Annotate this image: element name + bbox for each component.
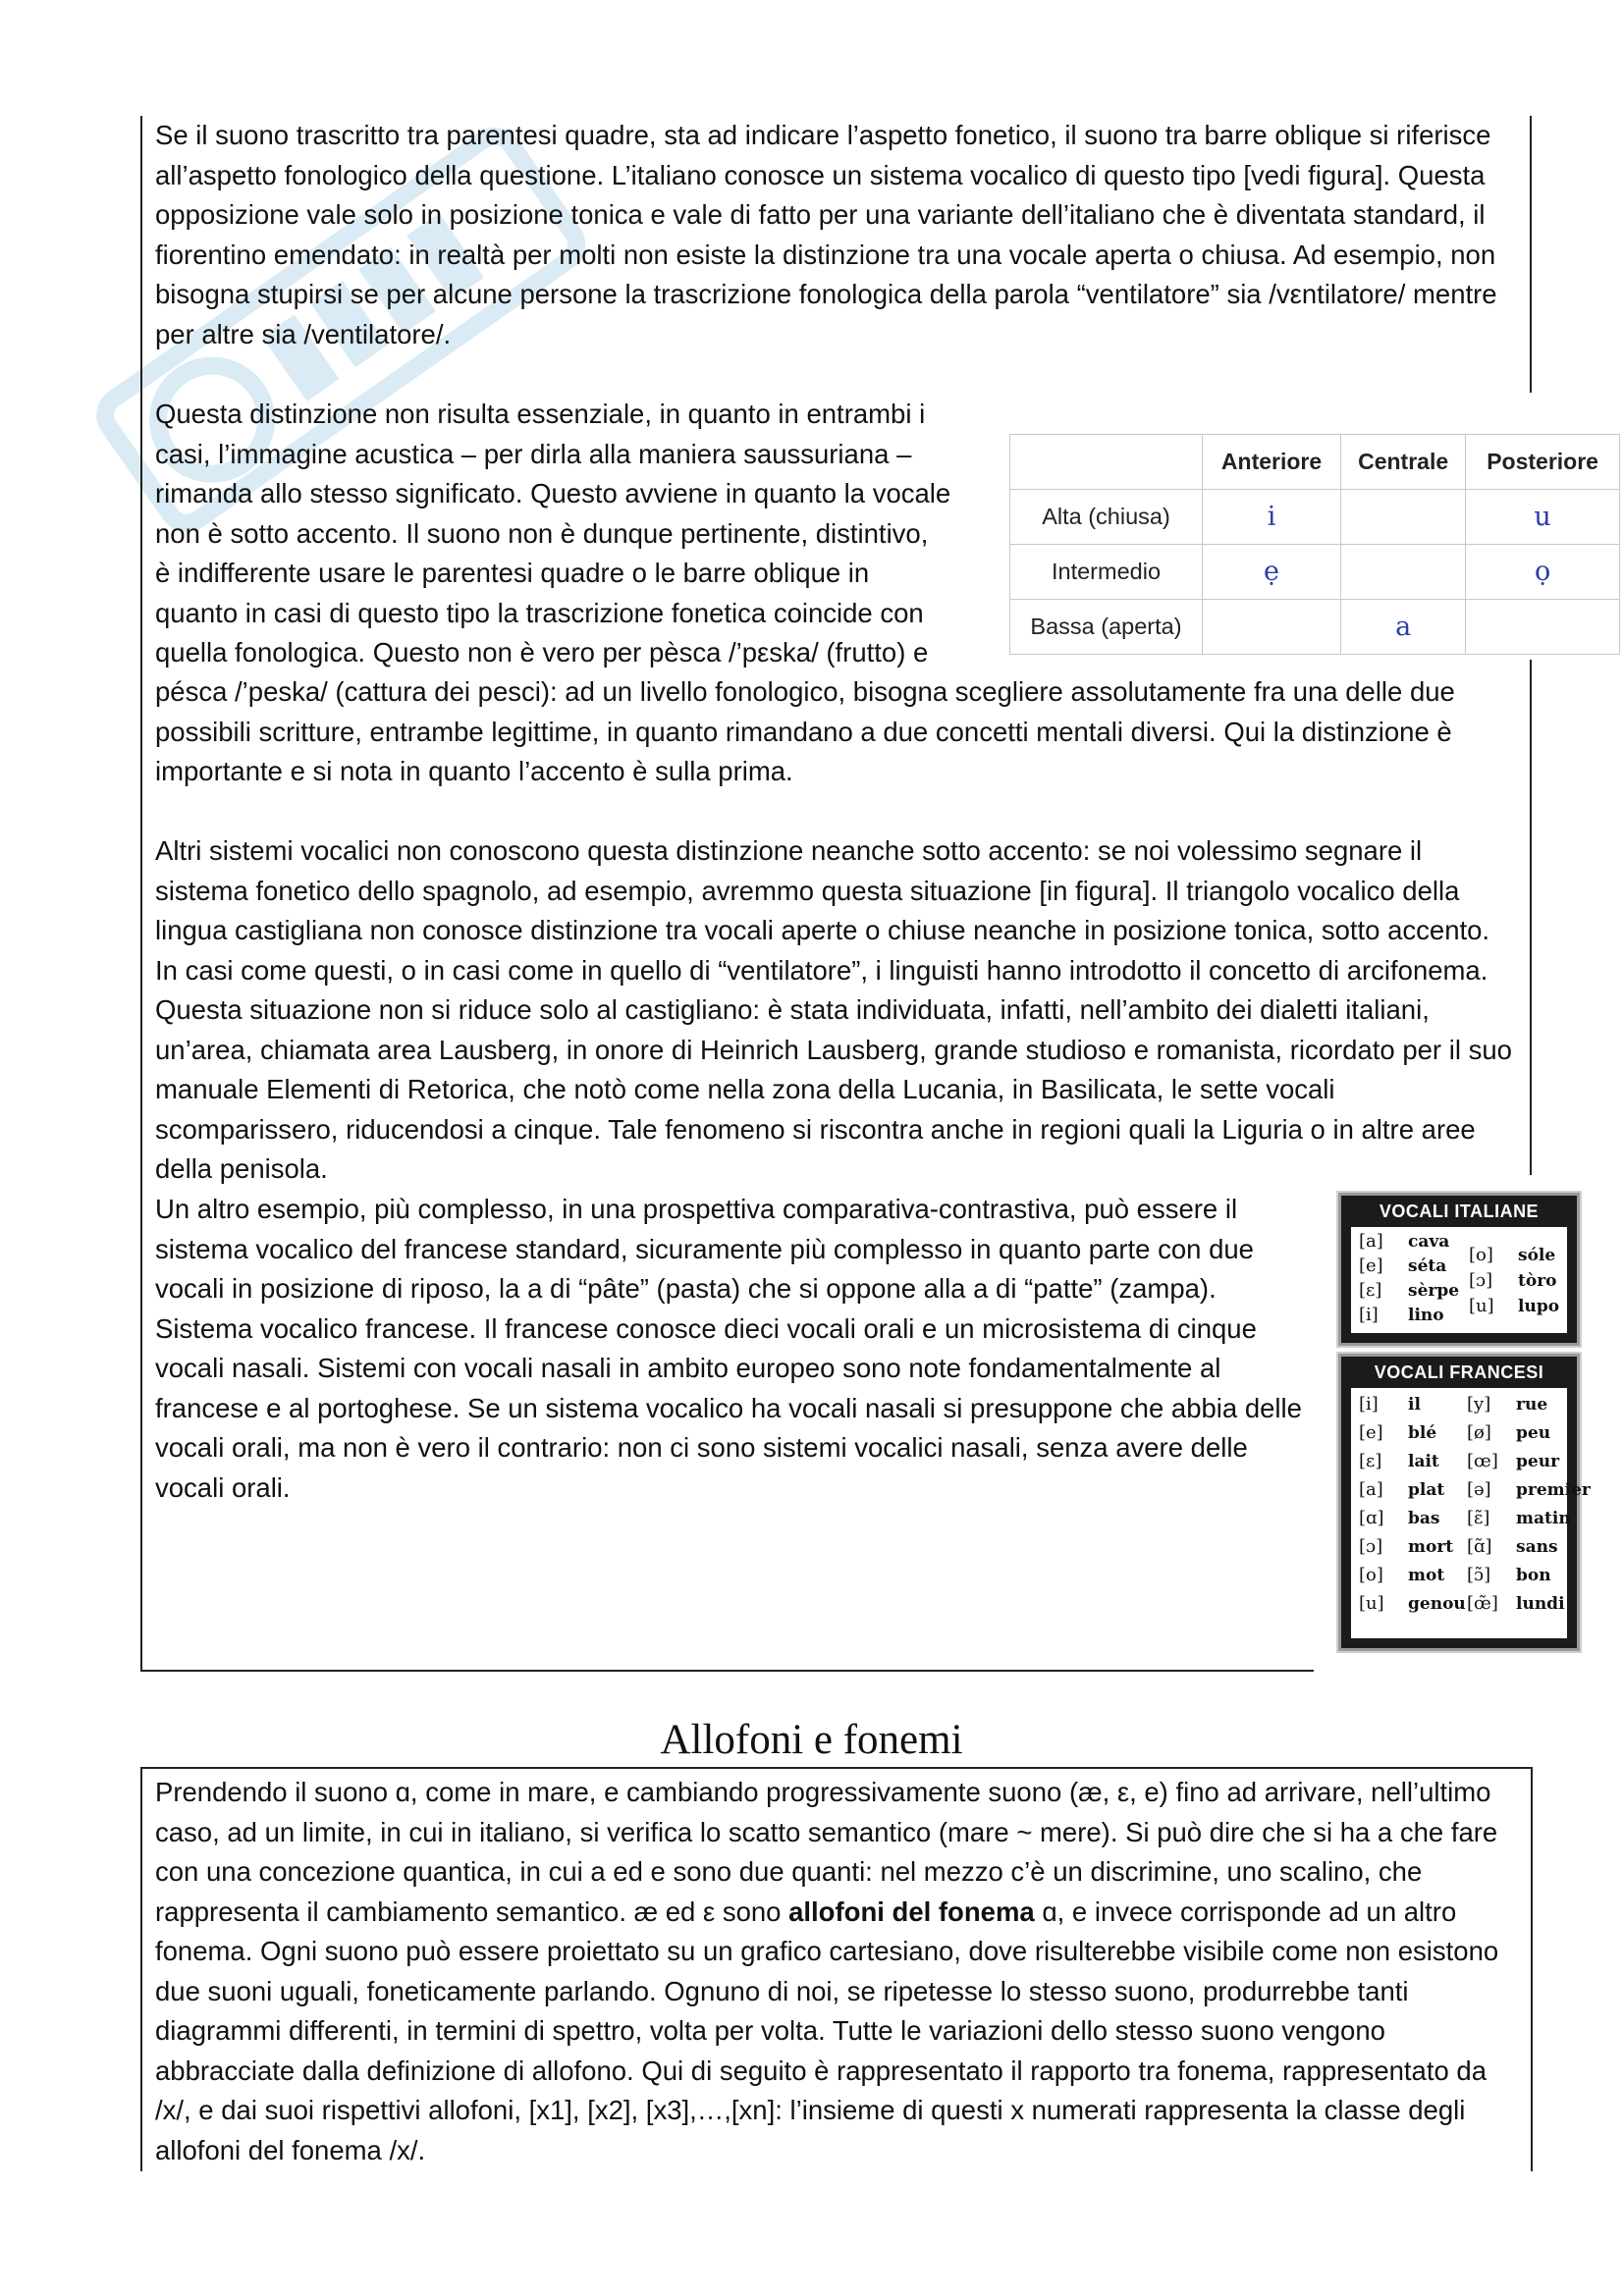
vowel-entry: [a] cava [1359, 1231, 1450, 1252]
table-header-row [1010, 435, 1620, 490]
frame-left-border [140, 116, 142, 1672]
paragraph-4-wrap [155, 1190, 1333, 1508]
text-line: Sistema vocalico francese. Il francese conosce dieci vocali orali e un microsistema di cinque [155, 1312, 1257, 1344]
text-line: quanto in casi di questo tipo la trascrizione fonetica coincide con [155, 597, 924, 628]
text-line: vocali orali, ma non è vero il contrario: non ci sono sistemi vocalici nasali, senza avere delle [155, 1432, 1248, 1463]
panel-title: VOCALI FRANCESI [1374, 1362, 1544, 1382]
cell-vowel: a [1341, 600, 1466, 655]
paragraph-2-wrap [155, 395, 1000, 673]
text-line: sistema vocalico del francese standard, sicuramente più complesso in quanto parte con due [155, 1233, 1254, 1264]
cell-vowel: ẹ [1203, 545, 1341, 600]
vowel-entry: [œ] peur [1467, 1451, 1560, 1471]
cell-vowel [1466, 600, 1620, 655]
panel-body [1351, 1388, 1591, 1638]
frame-right-border-top [1530, 116, 1532, 393]
table-row [1010, 545, 1620, 600]
cell-vowel: i [1203, 490, 1341, 545]
vowel-entry: [œ̃] lundi [1467, 1593, 1565, 1614]
vowel-entry: [a] plat [1359, 1479, 1445, 1500]
row-label: Alta (chiusa) [1010, 490, 1203, 545]
vowel-entry: [ε̃] matin [1467, 1508, 1571, 1528]
text-span: Prendendo il suono ɑ, come in mare, e cambiando progressivamente suono (æ, ε, e) fino ad arrivare, nell’ultimo caso, ad un limite, in cui in italiano, si verifica lo scatto semantico (mare ~ mere). Si può dire che si ha a che fare con una concezione quantica, in cui a ed e sono due quanti: nel mezzo c’è un discrimine, uno scalino, che rappresenta il cambiamento semantico. æ ed ε sono [155, 1777, 1498, 1927]
vowel-entry: [ɔ] tòro [1469, 1270, 1557, 1291]
vowel-entry: [ɔ] mort [1359, 1536, 1454, 1557]
table-header-empty [1010, 435, 1203, 490]
vowel-entry: [y] rue [1467, 1394, 1548, 1415]
text-line: francese e al portoghese. Se un sistema vocalico ha vocali nasali si presuppone che abbia delle [155, 1392, 1302, 1423]
vowel-entry: [e] blé [1359, 1422, 1437, 1443]
table-header-anteriore: Anteriore [1203, 435, 1341, 490]
vowel-entry: [ɔ̃] bon [1467, 1565, 1551, 1585]
vowel-entry: [i] lino [1359, 1305, 1444, 1325]
vowel-entry: [ɑ̃] sans [1467, 1536, 1558, 1557]
cell-vowel [1341, 545, 1466, 600]
table-header-centrale: Centrale [1341, 435, 1466, 490]
row-label: Intermedio [1010, 545, 1203, 600]
panel-body [1351, 1227, 1567, 1333]
french-vowels-panel [1338, 1354, 1591, 1651]
bold-term: allofoni del fonema [788, 1896, 1035, 1927]
vowel-entry: [u] lupo [1469, 1296, 1560, 1316]
vowel-entry: [i] il [1359, 1394, 1421, 1415]
text-line: Un altro esempio, più complesso, in una prospettiva comparativa-contrastiva, può essere il [155, 1194, 1238, 1224]
cell-vowel [1341, 490, 1466, 545]
frame-bottom-border [140, 1670, 1314, 1672]
row-label: Bassa (aperta) [1010, 600, 1203, 655]
panel-title: VOCALI ITALIANE [1379, 1201, 1540, 1221]
text-line: vocali nasali. Sistemi con vocali nasali in ambito europeo sono note fondamentalmente al [155, 1353, 1221, 1383]
text-span: ɑ, e invece corrisponde ad un altro fonema. Ogni suono può essere proiettato su un grafico cartesiano, dove risulterebbe visibile come non esistono due suoni uguali, foneticamente parlando. Ognuno di noi, se ripetesse lo stesso suono, produrrebbe tanti diagrammi differenti, in termini di spettro, volta per volta. Tutte le variazioni dello stesso suono vengono abbracciate dalla definizione di allofono. Qui di seguito è rappresentato il rapporto tra fonema, rappresentato da /x/, e dai suoi rispettivi allofoni, [x1], [x2], [x3],…,[xn]: l’insieme di questi x numerati rappresenta la classe degli allofoni del fonema /x/. [155, 1896, 1499, 2165]
paragraph-1: Se il suono trascritto tra parentesi quadre, sta ad indicare l’aspetto fonetico, il suono tra barre oblique si riferisce all’aspetto fonologico della questione. L’italiano conosce un sistema vocalico di questo tipo [vedi figura]. Questa opposizione vale solo in posizione tonica e vale di fatto per una variante dell’italiano che è diventata standard, il fiorentino emendato: in realtà per molti non esiste la distinzione tra una vocale aperta o chiusa. Ad esempio, non bisogna stupirsi se per alcune persone la trascrizione fonologica della parola “ventilatore” sia /vεntilatore/ mentre per altre sia /ventilatore/. [155, 120, 1497, 349]
vowel-entry: [ε] sèrpe [1359, 1280, 1460, 1301]
vowel-entry: [e] séta [1359, 1255, 1447, 1276]
section-heading: Allofoni e fonemi [660, 1717, 963, 1763]
vowel-entry: [ø] peu [1467, 1422, 1551, 1443]
text-line: casi, l’immagine acustica – per dirla alla maniera saussuriana – [155, 438, 912, 469]
cell-vowel: u [1466, 490, 1620, 545]
frame-right-border-mid [1530, 660, 1532, 1175]
paragraph-allofoni [155, 1773, 1520, 2170]
text-line: quella fonologica. Questo non è vero per pèsca /’pεska/ (frutto) e [155, 637, 929, 667]
vowel-entry: [ə] premier [1467, 1479, 1591, 1500]
paragraph-3: Altri sistemi vocalici non conoscono questa distinzione neanche sotto accento: se noi volessimo segnare il sistema fonetico dello spagnolo, ad esempio, avremmo questa situazione [in figura]. Il triangolo vocalico della lingua castigliana non conosce distinzione tra vocali aperte o chiuse neanche in posizione tonica, sotto accento. In casi come questi, o in casi come in quello di “ventilatore”, i linguisti hanno introdotto il concetto di arcifonema. Questa situazione non si riduce solo al castigliano: è stata individuata, infatti, nell’ambito dei dialetti italiani, un’area, chiamata area Lausberg, in onore di Heinrich Lausberg, grande studioso e romanista, ricordato per il suo manuale Elementi di Retorica, che notò come nella zona della Lucania, in Basilicata, le sette vocali scomparissero, riducendosi a cinque. Tale fenomeno si riscontra anche in regioni quali la Liguria o in altre aree della penisola. [155, 835, 1512, 1184]
text-line: vocali orali. [155, 1471, 291, 1503]
text-line: rimanda allo stesso significato. Questo avviene in quanto la vocale [155, 478, 951, 508]
vowel-entry: [o] sóle [1469, 1245, 1556, 1265]
vowel-table [1009, 434, 1620, 655]
vowel-entry: [ε] lait [1359, 1451, 1439, 1471]
table-row [1010, 490, 1620, 545]
table-row [1010, 600, 1620, 655]
text-line: vocali in posizione di riposo, la a di “pâte” (pasta) che si oppone alla a di “patte” (zampa). [155, 1273, 1217, 1304]
text-line: non è sotto accento. Il suono non è dunque pertinente, distintivo, [155, 517, 929, 549]
text-line: è indifferente usare le parentesi quadre o le barre oblique in [155, 558, 870, 588]
vowel-entry: [u] genou [1359, 1593, 1466, 1614]
vowel-entry: [o] mot [1359, 1565, 1445, 1585]
table-header-posteriore: Posteriore [1466, 435, 1620, 490]
cell-vowel: ọ [1466, 545, 1620, 600]
italian-vowels-panel [1338, 1193, 1580, 1346]
frame2-left-border [140, 1767, 142, 2171]
frame2-top-border [140, 1767, 1533, 1769]
cell-vowel [1203, 600, 1341, 655]
vowel-entry: [ɑ] bas [1359, 1508, 1440, 1528]
paragraph-2-rest: pésca /’peska/ (cattura dei pesci): ad un livello fonologico, bisogna scegliere assolutamente fra una delle due possibili scritture, entrambe legittime, in quanto rimandano a due concetti mentali diversi. Qui la distinzione è importante e si nota in quanto l’accento è sulla prima. [155, 676, 1455, 786]
frame2-right-border [1531, 1767, 1533, 2171]
text-line: Questa distinzione non risulta essenziale, in quanto in entrambi i [155, 399, 926, 429]
